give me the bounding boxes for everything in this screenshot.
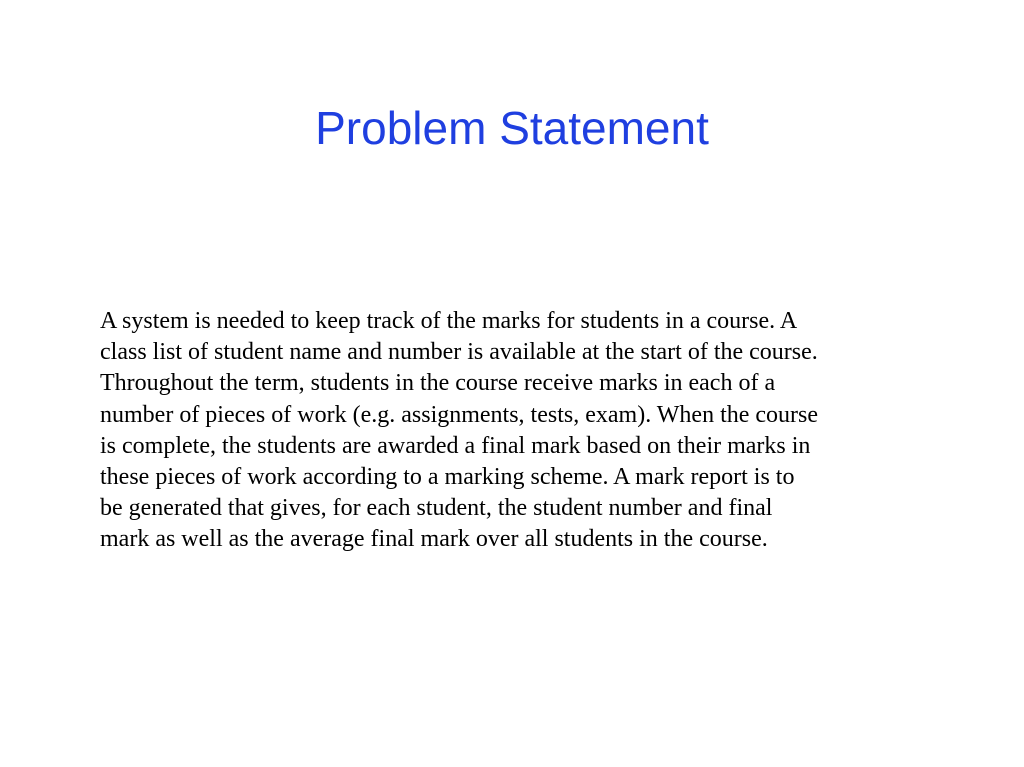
body-line: mark as well as the average final mark over all students in the course. (100, 526, 768, 553)
body-line: number of pieces of work (e.g. assignments, tests, exam). When the course (100, 401, 819, 428)
body-line: A system is needed to keep track of the marks for students in a course. A (100, 308, 798, 334)
slide-title: Problem Statement (315, 102, 709, 154)
body-line: these pieces of work according to a marking scheme. A mark report is to (100, 464, 795, 491)
body-line: class list of student name and number is available at the start of the course. (100, 339, 818, 366)
body-line: Throughout the term, students in the course receive marks in each of a (100, 370, 776, 397)
body-line: is complete, the students are awarded a final mark based on their marks in (100, 432, 811, 459)
body-line: be generated that gives, for each student, the student number and final (100, 495, 773, 522)
slide-body (100, 306, 940, 556)
